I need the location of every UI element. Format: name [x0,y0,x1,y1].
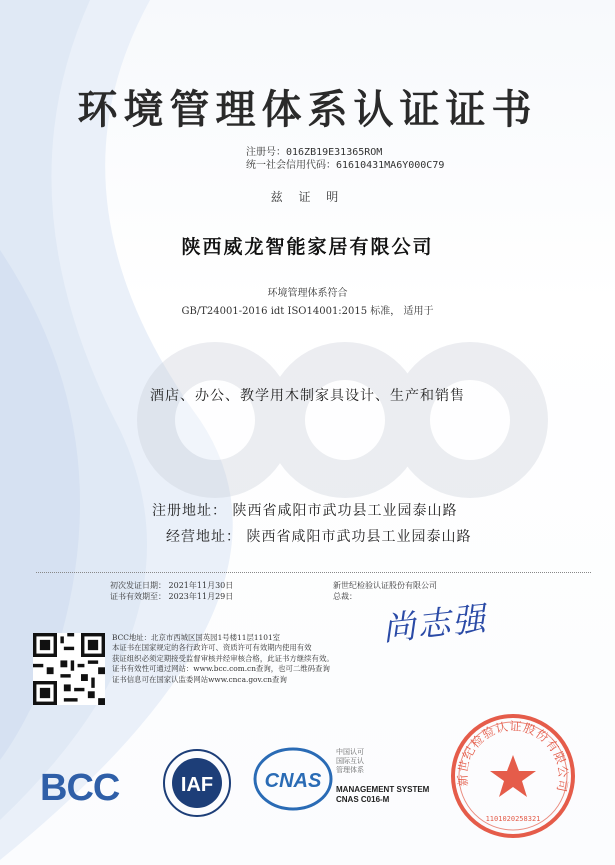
conformity-line-2: GB/T24001-2016 idt ISO14001:2015 标准， 适用于 [181,306,434,317]
bcc-logo: BCC [40,767,120,809]
cnas-logo-text: CNAS [264,770,322,792]
credit-code: 统一社会信用代码：61610431MA6Y000C79 [246,160,445,171]
note-line: 获证组织必须定期接受监督审核并经审核合格，此证书方继续有效。 [112,653,334,663]
seal-number: 1101020258321 [485,815,541,823]
operating-address: 经营地址： 陕西省咸阳市武功县工业园泰山路 [166,529,472,545]
certificate-dates [110,580,233,602]
note-line: 证书信息可在国家认监委网站www.cnca.gov.cn查询 [112,674,287,684]
iaf-logo-text: IAF [180,774,214,796]
company-name: 陕西威龙智能家居有限公司 [181,236,434,258]
cnas-cn-label [336,748,364,775]
expiry-date: 证书有效期至： 2023年11月29日 [110,592,234,601]
cnas-cn-line: 中国认可 [336,748,364,756]
conformity-line-1: 环境管理体系符合 [267,288,348,299]
registered-address: 注册地址： 陕西省咸阳市武功县工业园泰山路 [152,503,458,519]
cnas-logo [255,749,331,809]
cnas-cn-line: 管理体系 [336,766,364,774]
note-line: BCC地址：北京市西城区国英园1号楼11层1101室 [112,633,281,642]
seal-star-icon [490,755,536,797]
management-system-label [336,785,429,805]
conformity-statement [0,285,615,321]
general-manager-label: 总裁： [333,592,357,601]
bcc-watermark [137,342,548,498]
divider [36,572,591,573]
seal-text: 新世纪检验认证股份有限公司 [455,719,571,794]
issue-date: 初次发证日期： 2021年11月30日 [110,581,234,590]
iaf-logo [164,750,230,816]
hereby-certify: 兹 证 明 [270,190,345,204]
ms-line: CNAS C016-M [336,795,390,804]
certificate-title: 环境管理体系认证证书 [77,86,538,133]
qr-code-icon[interactable] [33,633,105,705]
registration-number: 注册号：016ZB19E31365ROM [246,147,383,158]
cnas-cn-line: 国际互认 [336,757,364,765]
ms-line: MANAGEMENT SYSTEM [336,785,430,794]
issuer-name: 新世纪检验认证股份有限公司 [333,581,437,590]
certificate-notes [112,633,334,685]
certification-scope: 酒店、办公、教学用木制家具设计、生产和销售 [150,388,465,404]
signature: 尚志强 [380,598,489,649]
company-seal-stamp [448,711,578,841]
registration-info [0,146,615,172]
note-line: 证书有效性可通过网站：www.bcc.com.cn查询，也可二维码查询 [112,664,330,674]
note-line: 本证书在国家规定的各行政许可、资质许可有效期内使用有效 [112,643,312,653]
